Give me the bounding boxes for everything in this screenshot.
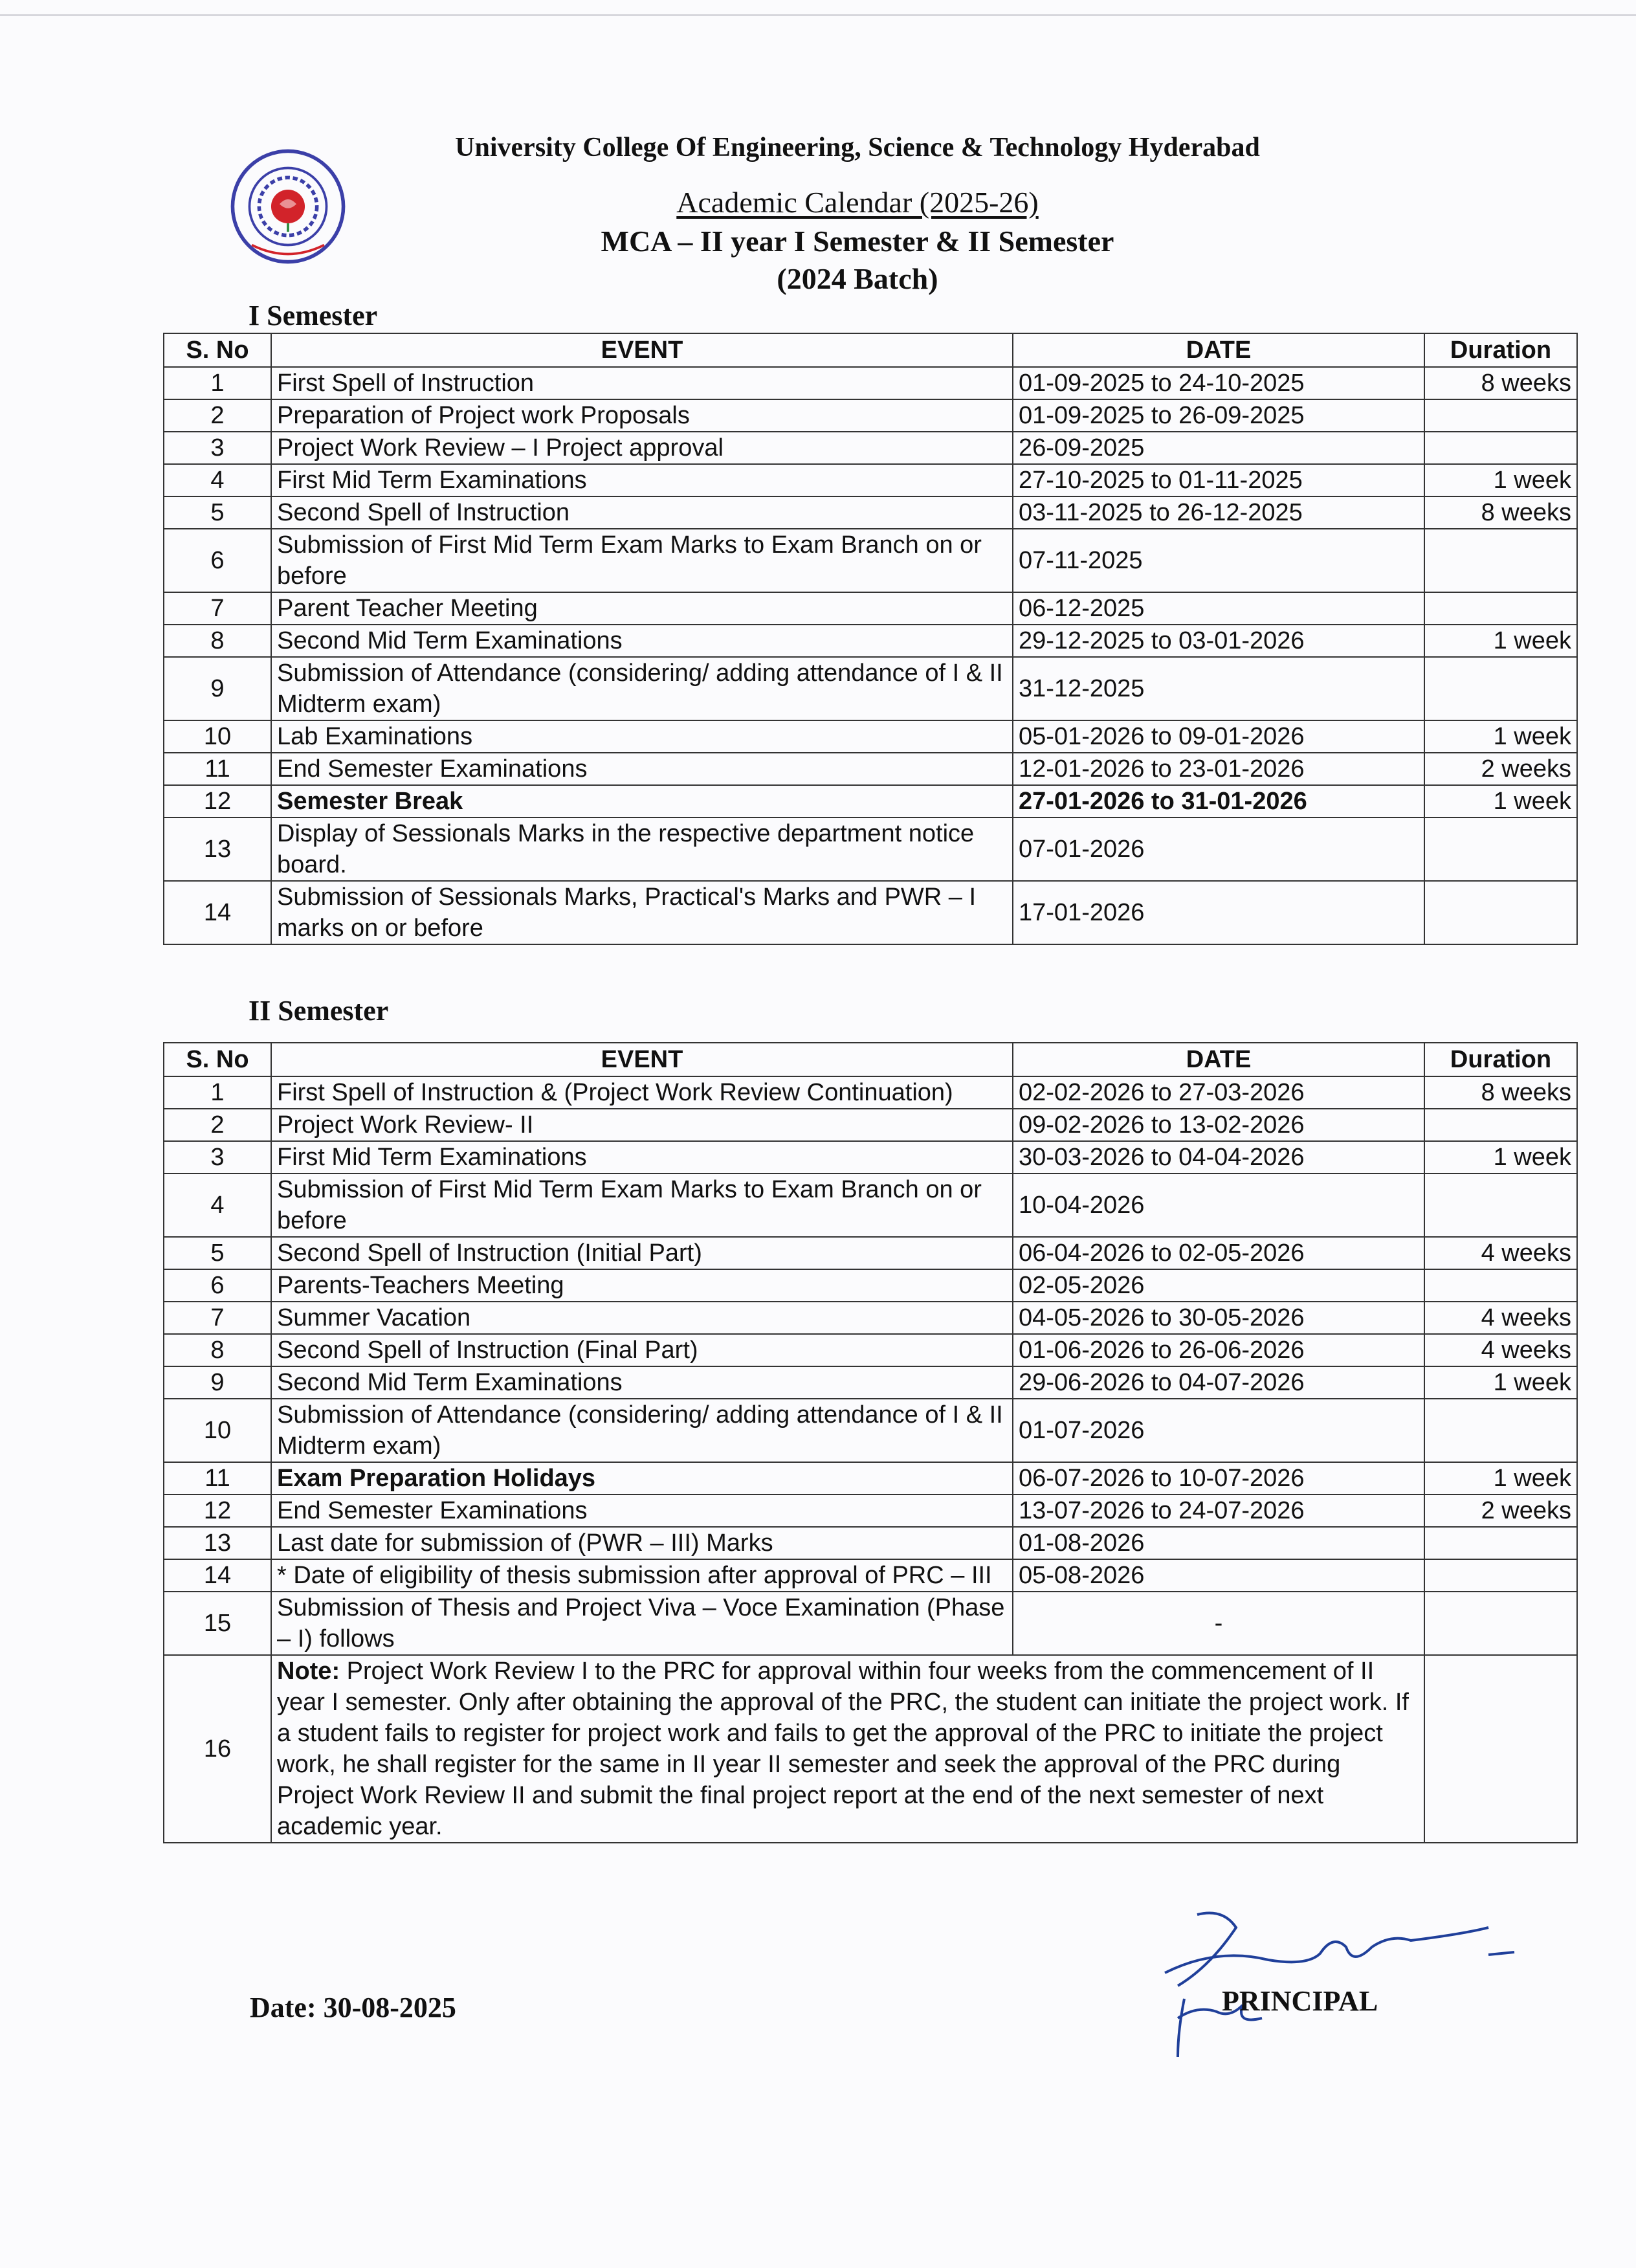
row-date: 26-09-2025 [1013, 432, 1424, 464]
row-duration [1424, 529, 1577, 592]
row-sno: 4 [164, 1173, 271, 1237]
note-row [164, 1655, 1577, 1843]
row-sno: 12 [164, 1495, 271, 1527]
row-duration [1424, 1399, 1577, 1462]
row-date: 02-02-2026 to 27-03-2026 [1013, 1076, 1424, 1109]
row-sno: 10 [164, 1399, 271, 1462]
row-sno: 1 [164, 367, 271, 399]
row-event: Parent Teacher Meeting [271, 592, 1013, 625]
table-row [164, 785, 1577, 817]
row-duration [1424, 432, 1577, 464]
row-event: Project Work Review – I Project approval [271, 432, 1013, 464]
row-date: 06-12-2025 [1013, 592, 1424, 625]
row-event: Lab Examinations [271, 720, 1013, 753]
row-date: - [1013, 1592, 1424, 1655]
row-duration [1424, 592, 1577, 625]
col-event: EVENT [271, 333, 1013, 367]
row-sno: 11 [164, 1462, 271, 1495]
row-event: Second Spell of Instruction (Initial Part) [271, 1237, 1013, 1269]
table-row [164, 1237, 1577, 1269]
row-duration [1424, 1592, 1577, 1655]
row-sno: 16 [164, 1655, 271, 1843]
sem1-table [163, 333, 1578, 945]
row-date: 09-02-2026 to 13-02-2026 [1013, 1109, 1424, 1141]
row-event: End Semester Examinations [271, 753, 1013, 785]
row-event: Parents-Teachers Meeting [271, 1269, 1013, 1302]
col-event: EVENT [271, 1043, 1013, 1076]
table-row [164, 1076, 1577, 1109]
table-row [164, 1462, 1577, 1495]
table-row [164, 1399, 1577, 1462]
row-duration [1424, 399, 1577, 432]
row-sno: 9 [164, 657, 271, 720]
row-sno: 6 [164, 1269, 271, 1302]
row-sno: 6 [164, 529, 271, 592]
row-date: 27-10-2025 to 01-11-2025 [1013, 464, 1424, 496]
row-sno: 11 [164, 753, 271, 785]
row-duration: 4 weeks [1424, 1302, 1577, 1334]
calendar-title: Academic Calendar (2025-26) [676, 186, 1039, 219]
row-event: Submission of Attendance (considering/ adding attendance of I & II Midterm exam) [271, 1399, 1013, 1462]
row-date: 07-01-2026 [1013, 817, 1424, 881]
col-duration: Duration [1424, 1043, 1577, 1076]
table-row [164, 592, 1577, 625]
table-row [164, 753, 1577, 785]
row-sno: 2 [164, 1109, 271, 1141]
row-event: Display of Sessionals Marks in the respective department notice board. [271, 817, 1013, 881]
row-duration [1424, 1109, 1577, 1141]
table-row [164, 496, 1577, 529]
row-date: 29-06-2026 to 04-07-2026 [1013, 1366, 1424, 1399]
row-duration: 2 weeks [1424, 753, 1577, 785]
col-date: DATE [1013, 1043, 1424, 1076]
row-date: 29-12-2025 to 03-01-2026 [1013, 625, 1424, 657]
row-duration [1424, 1173, 1577, 1237]
row-date: 01-09-2025 to 24-10-2025 [1013, 367, 1424, 399]
row-duration [1424, 1269, 1577, 1302]
table-row [164, 399, 1577, 432]
note-label: Note: [277, 1658, 340, 1685]
table-row [164, 367, 1577, 399]
row-event: Exam Preparation Holidays [271, 1462, 1013, 1495]
row-date: 12-01-2026 to 23-01-2026 [1013, 753, 1424, 785]
row-event: First Mid Term Examinations [271, 1141, 1013, 1173]
row-event: Semester Break [271, 785, 1013, 817]
sem2-title: II Semester [249, 995, 389, 1027]
row-sno: 14 [164, 1559, 271, 1592]
row-sno: 15 [164, 1592, 271, 1655]
row-event: First Spell of Instruction & (Project Work Review Continuation) [271, 1076, 1013, 1109]
row-duration [1424, 657, 1577, 720]
table-row [164, 881, 1577, 944]
row-duration [1424, 1527, 1577, 1559]
row-event: First Spell of Instruction [271, 367, 1013, 399]
row-sno: 14 [164, 881, 271, 944]
row-event: Preparation of Project work Proposals [271, 399, 1013, 432]
program-title: MCA – II year I Semester & II Semester [601, 225, 1114, 258]
row-sno: 1 [164, 1076, 271, 1109]
row-event: Second Spell of Instruction (Final Part) [271, 1334, 1013, 1366]
sem2-table [163, 1042, 1578, 1843]
row-event: Submission of First Mid Term Exam Marks to Exam Branch on or before [271, 529, 1013, 592]
row-sno: 13 [164, 1527, 271, 1559]
row-sno: 8 [164, 625, 271, 657]
row-date: 02-05-2026 [1013, 1269, 1424, 1302]
row-duration: 8 weeks [1424, 1076, 1577, 1109]
table-row [164, 1527, 1577, 1559]
row-duration [1424, 1655, 1577, 1843]
table-row [164, 1109, 1577, 1141]
row-date: 05-08-2026 [1013, 1559, 1424, 1592]
table-row [164, 1592, 1577, 1655]
row-date: 03-11-2025 to 26-12-2025 [1013, 496, 1424, 529]
row-sno: 8 [164, 1334, 271, 1366]
table-row [164, 432, 1577, 464]
row-duration: 4 weeks [1424, 1237, 1577, 1269]
row-date: 05-01-2026 to 09-01-2026 [1013, 720, 1424, 753]
row-duration: 8 weeks [1424, 496, 1577, 529]
table-header-row [164, 1043, 1577, 1076]
row-date: 01-08-2026 [1013, 1527, 1424, 1559]
row-duration: 1 week [1424, 1141, 1577, 1173]
row-sno: 5 [164, 496, 271, 529]
row-sno: 12 [164, 785, 271, 817]
table-row [164, 657, 1577, 720]
row-duration: 4 weeks [1424, 1334, 1577, 1366]
principal-label: PRINCIPAL [1222, 1985, 1378, 2017]
row-sno: 3 [164, 432, 271, 464]
table-row [164, 464, 1577, 496]
table-row [164, 1366, 1577, 1399]
table-row [164, 1173, 1577, 1237]
table-row [164, 1302, 1577, 1334]
row-sno: 7 [164, 592, 271, 625]
col-sno: S. No [164, 333, 271, 367]
row-date: 10-04-2026 [1013, 1173, 1424, 1237]
row-duration: 1 week [1424, 1462, 1577, 1495]
row-event: Submission of Attendance (considering/ adding attendance of I & II Midterm exam) [271, 657, 1013, 720]
row-duration [1424, 817, 1577, 881]
row-event: Second Spell of Instruction [271, 496, 1013, 529]
row-event: Last date for submission of (PWR – III) Marks [271, 1527, 1013, 1559]
row-event: End Semester Examinations [271, 1495, 1013, 1527]
row-duration: 1 week [1424, 1366, 1577, 1399]
table-row [164, 1334, 1577, 1366]
table-row [164, 817, 1577, 881]
col-sno: S. No [164, 1043, 271, 1076]
row-sno: 2 [164, 399, 271, 432]
note-text: Project Work Review I to the PRC for approval within four weeks from the commencement of II year I semester. Only after obtaining the approval of the PRC, the student can initiate the project work. If a student fails to register for project work and fails to get the approval of the PRC to initiate the project work, he shall register for the same in II year II semester and seek the approval of the PRC during Project Work Review II and submit the final project report at the end of the next semester of next academic year. [277, 1658, 1409, 1840]
row-event: Project Work Review- II [271, 1109, 1013, 1141]
row-date: 01-09-2025 to 26-09-2025 [1013, 399, 1424, 432]
row-sno: 9 [164, 1366, 271, 1399]
row-sno: 7 [164, 1302, 271, 1334]
row-sno: 13 [164, 817, 271, 881]
note-cell [271, 1655, 1424, 1843]
row-date: 07-11-2025 [1013, 529, 1424, 592]
row-date: 01-07-2026 [1013, 1399, 1424, 1462]
row-date: 01-06-2026 to 26-06-2026 [1013, 1334, 1424, 1366]
batch-title: (2024 Batch) [777, 262, 938, 295]
table-row [164, 625, 1577, 657]
scan-top-edge [0, 14, 1636, 16]
row-sno: 5 [164, 1237, 271, 1269]
row-date: 06-07-2026 to 10-07-2026 [1013, 1462, 1424, 1495]
row-date: 04-05-2026 to 30-05-2026 [1013, 1302, 1424, 1334]
table-row [164, 1495, 1577, 1527]
col-duration: Duration [1424, 333, 1577, 367]
row-event: Summer Vacation [271, 1302, 1013, 1334]
col-date: DATE [1013, 333, 1424, 367]
row-duration: 1 week [1424, 625, 1577, 657]
row-duration: 1 week [1424, 720, 1577, 753]
row-event: * Date of eligibility of thesis submission after approval of PRC – III [271, 1559, 1013, 1592]
table-row [164, 1141, 1577, 1173]
row-event: Second Mid Term Examinations [271, 1366, 1013, 1399]
row-duration [1424, 881, 1577, 944]
row-event: Submission of First Mid Term Exam Marks to Exam Branch on or before [271, 1173, 1013, 1237]
row-event: Second Mid Term Examinations [271, 625, 1013, 657]
row-duration: 1 week [1424, 464, 1577, 496]
row-event: First Mid Term Examinations [271, 464, 1013, 496]
table-row [164, 529, 1577, 592]
row-duration [1424, 1559, 1577, 1592]
row-sno: 4 [164, 464, 271, 496]
row-date: 17-01-2026 [1013, 881, 1424, 944]
row-date: 06-04-2026 to 02-05-2026 [1013, 1237, 1424, 1269]
row-sno: 3 [164, 1141, 271, 1173]
table-row [164, 1269, 1577, 1302]
sem1-title: I Semester [249, 300, 378, 331]
row-date: 30-03-2026 to 04-04-2026 [1013, 1141, 1424, 1173]
table-row [164, 720, 1577, 753]
row-date: 31-12-2025 [1013, 657, 1424, 720]
row-event: Submission of Thesis and Project Viva – Voce Examination (Phase – I) follows [271, 1592, 1013, 1655]
table-row [164, 1559, 1577, 1592]
table-header-row [164, 333, 1577, 367]
row-duration: 1 week [1424, 785, 1577, 817]
issue-date: Date: 30-08-2025 [250, 1992, 456, 2023]
row-duration: 2 weeks [1424, 1495, 1577, 1527]
row-date: 13-07-2026 to 24-07-2026 [1013, 1495, 1424, 1527]
row-event: Submission of Sessionals Marks, Practical's Marks and PWR – I marks on or before [271, 881, 1013, 944]
row-duration: 8 weeks [1424, 367, 1577, 399]
university-name: University College Of Engineering, Science & Technology Hyderabad [455, 133, 1260, 162]
row-sno: 10 [164, 720, 271, 753]
row-date: 27-01-2026 to 31-01-2026 [1013, 785, 1424, 817]
